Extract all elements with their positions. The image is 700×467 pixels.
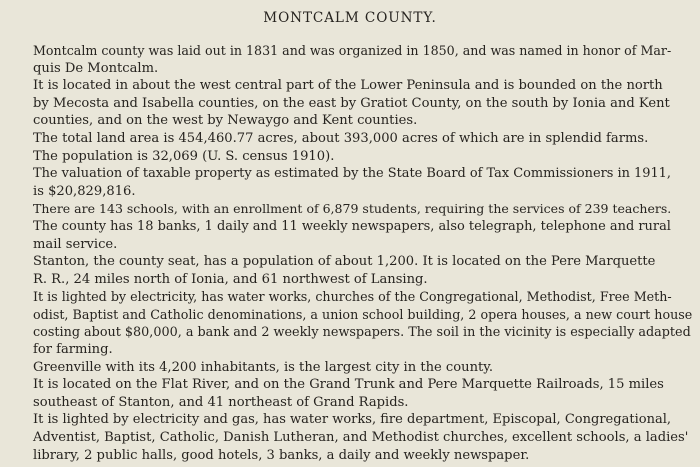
text-line: mail service.	[33, 236, 118, 252]
text-line: It is located on the Flat River, and on the Grand Trunk and Pere Marquette Railroads, 15 miles	[33, 377, 664, 393]
text-line: library, 2 public halls, good hotels, 3 banks, a daily and weekly newspaper.	[33, 447, 530, 463]
paragraph	[13, 253, 691, 288]
text-line: is $20,829,816.	[33, 183, 136, 199]
text-line: counties, and on the west by Newaygo and Kent counties.	[33, 113, 418, 129]
paragraph	[13, 77, 691, 130]
text-line: The population is 32,069 (U. S. census 1910).	[33, 148, 335, 164]
text-line: Montcalm county was laid out in 1831 and was organized in 1850, and was named in honor of Mar-	[33, 43, 672, 58]
text-line: Stanton, the county seat, has a population of about 1,200. It is located on the Pere Marquette	[33, 254, 656, 270]
paragraph	[13, 288, 691, 358]
text-line: quis De Montcalm.	[33, 60, 159, 76]
text-line: odist, Baptist and Catholic denominations, a union school building, 2 opera houses, a new court house	[33, 306, 693, 322]
paragraph	[13, 42, 691, 77]
text-line: The valuation of taxable property as estimated by the State Board of Tax Commissioners in 1911,	[33, 166, 671, 182]
text-line: by Mecosta and Isabella counties, on the east by Gratiot County, on the south by Ionia and Kent	[33, 95, 670, 111]
text-line: There are 143 schools, with an enrollment of 6,879 students, requiring the services of 239 teachers.	[33, 201, 672, 217]
paragraph	[13, 130, 691, 148]
text-line: The total land area is 454,460.77 acres, about 393,000 acres of which are in splendid farms.	[33, 130, 649, 146]
text-line: southeast of Stanton, and 41 northeast of Grand Rapids.	[33, 394, 409, 410]
text-line: Adventist, Baptist, Catholic, Danish Lutheran, and Methodist churches, excellent schools, a ladies'	[33, 430, 689, 446]
body-text	[13, 42, 691, 464]
text-line: R. R., 24 miles north of Ionia, and 61 northwest of Lansing.	[33, 271, 428, 287]
text-line: The county has 18 banks, 1 daily and 11 weekly newspapers, also telegraph, telephone and rural	[33, 218, 671, 234]
text-line: It is lighted by electricity, has water works, churches of the Congregational, Methodist, Free Meth-	[33, 289, 672, 305]
text-line: for farming.	[33, 342, 113, 358]
paragraph	[13, 165, 691, 200]
text-line: It is lighted by electricity and gas, has water works, fire department, Episcopal, Congregational,	[33, 412, 672, 428]
text-line: costing about $80,000, a bank and 2 weekly newspapers. The soil in the vicinity is especially adapted	[33, 324, 691, 340]
page-title: MONTCALM COUNTY.	[263, 10, 437, 26]
paragraph	[13, 148, 691, 166]
paragraph	[13, 218, 691, 253]
paragraph	[13, 200, 691, 218]
paragraph	[13, 359, 691, 377]
text-line: Greenville with its 4,200 inhabitants, is the largest city in the county.	[33, 359, 494, 375]
paragraph	[13, 411, 691, 464]
paragraph	[13, 376, 691, 411]
text-line: It is located in about the west central part of the Lower Peninsula and is bounded on the north	[33, 78, 663, 94]
